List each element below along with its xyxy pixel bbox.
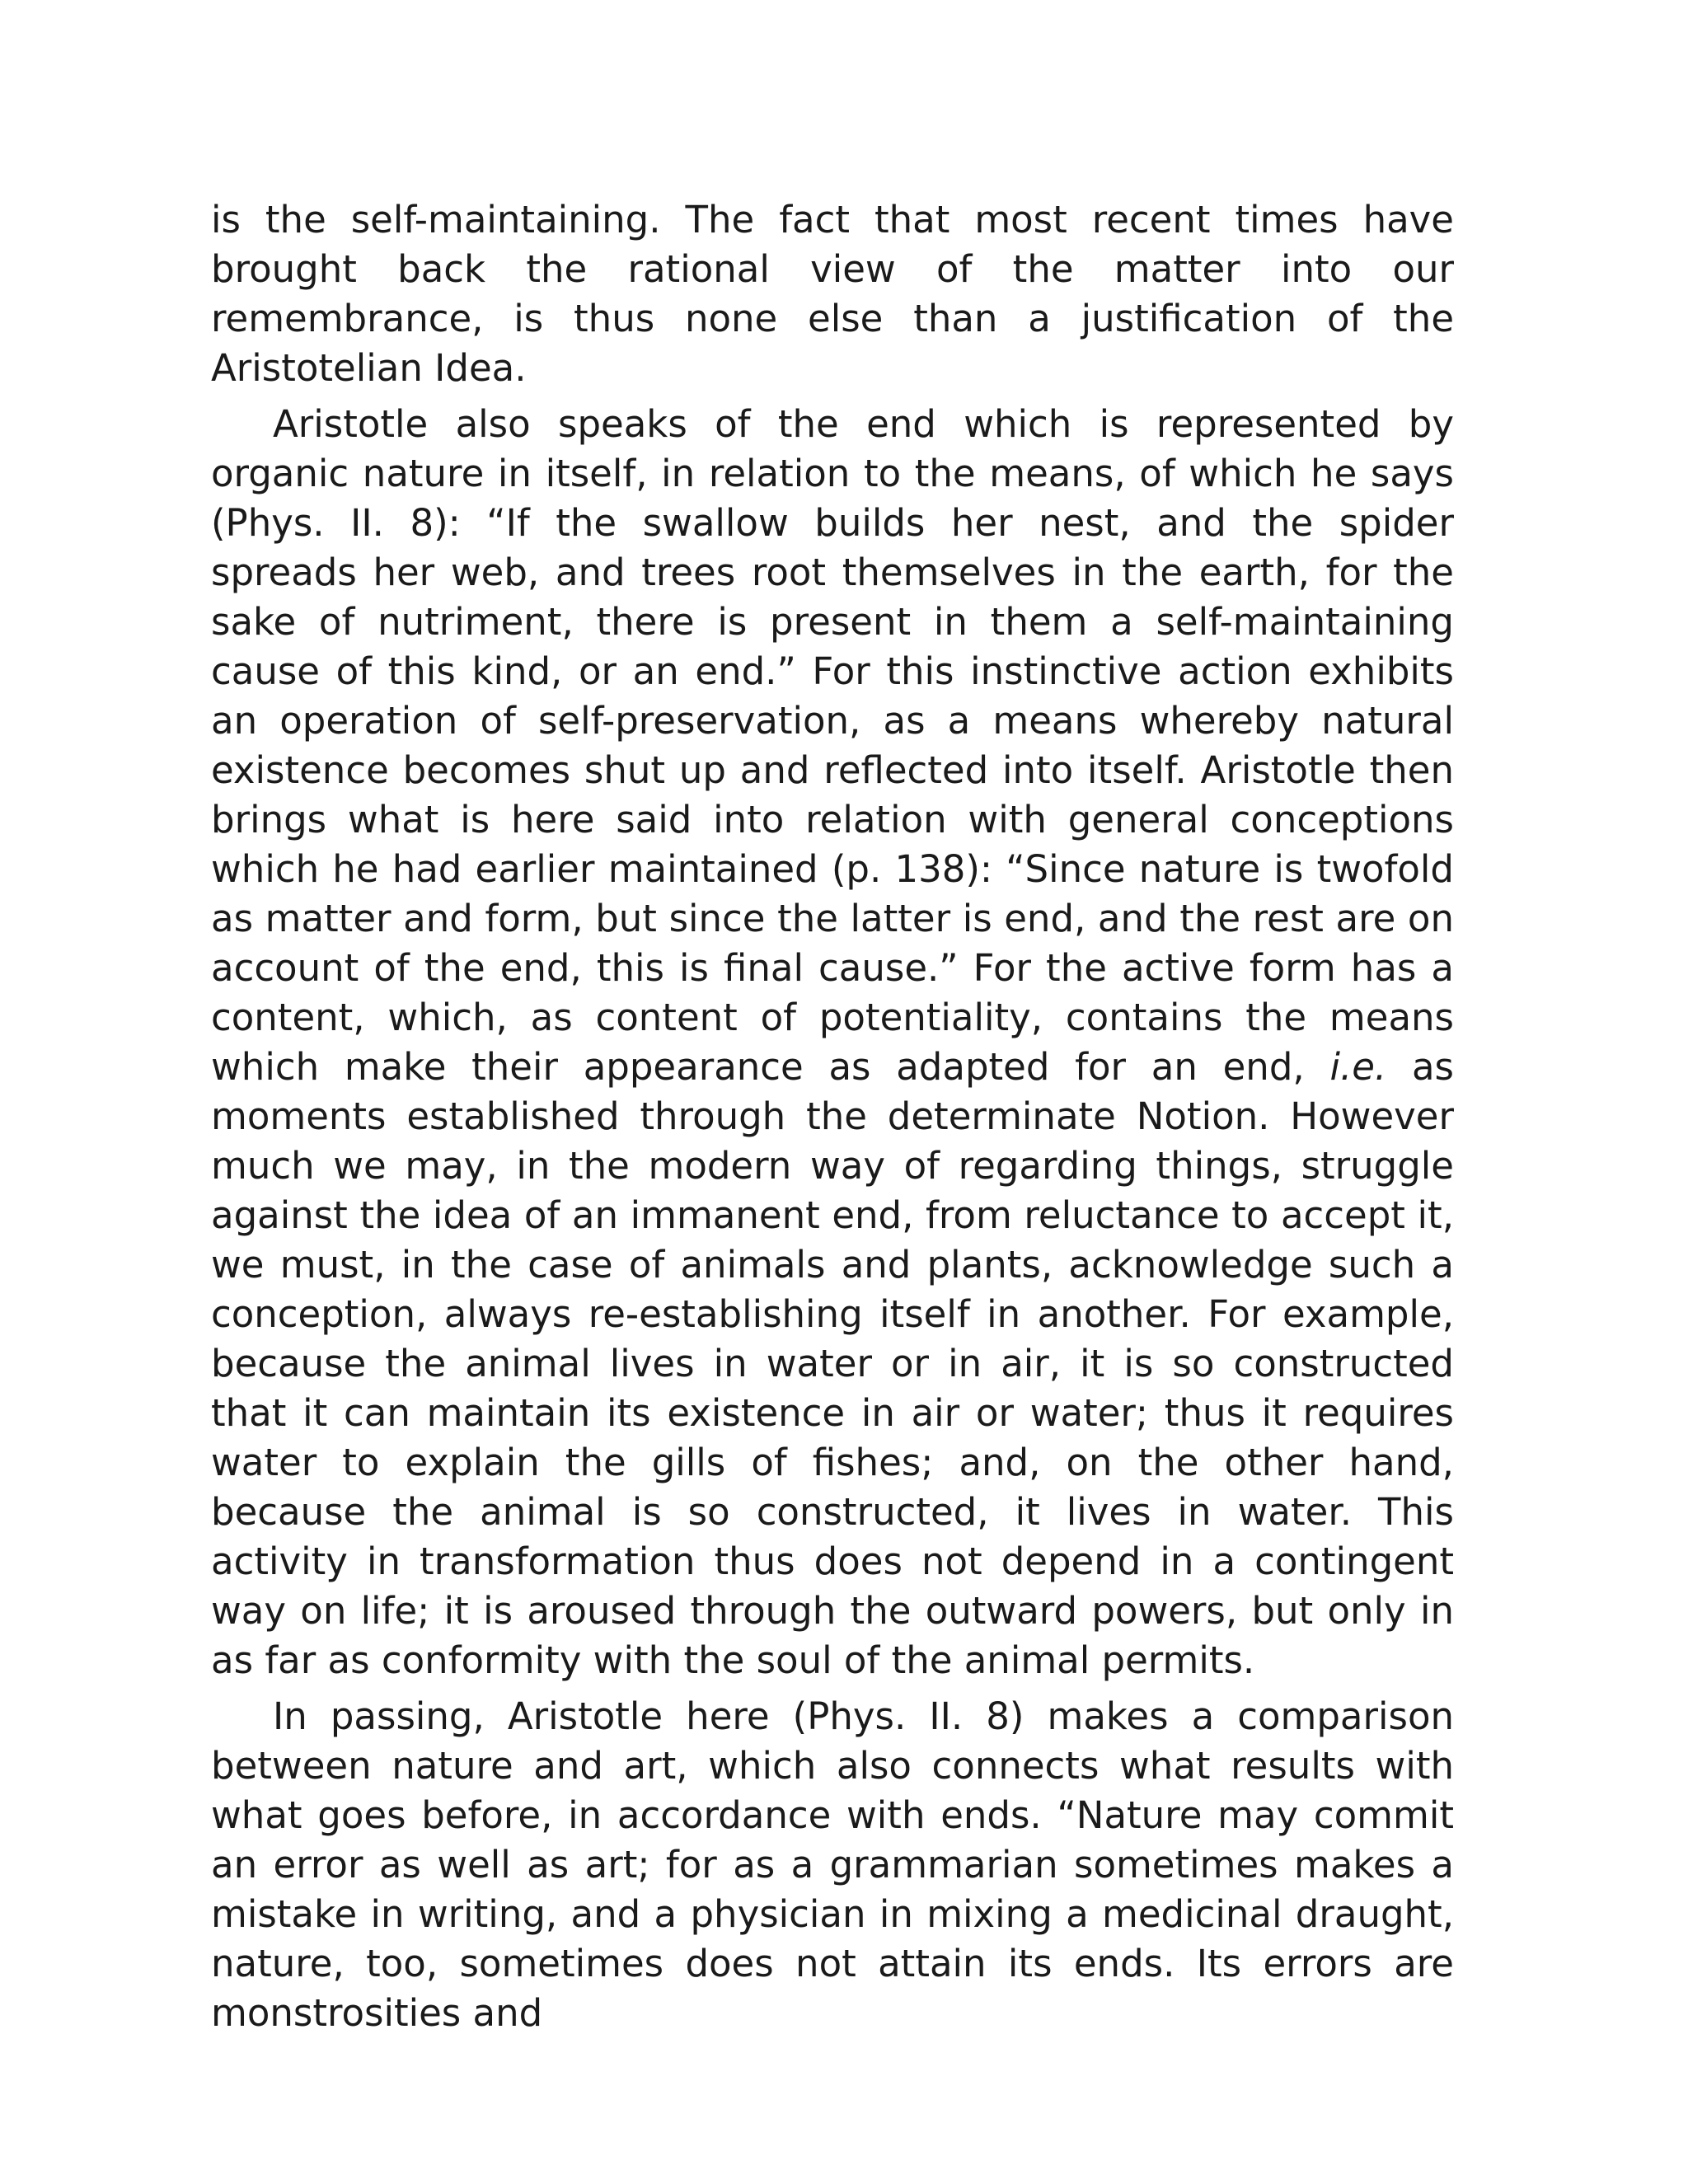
paragraph-3 (211, 1692, 1454, 2038)
paragraph-1 (211, 195, 1454, 393)
paragraph-2 (211, 400, 1454, 1685)
paragraph-2-text-b: as moments established through the determinate Notion. However much we may, in the modern way of regarding things, struggle against the idea of an immanent end, from reluctance to accept it, we must, in the case of animals and plants, acknowledge such a conception, always re-establishing itself in another. For example, because the animal lives in water or in air, it is so constructed that it can maintain its existence in air or water; thus it requires water to explain the gills of fishes; and, on the other hand, because the animal is so constructed, it lives in water. This activity in transformation thus does not depend in a contingent way on life; it is aroused through the outward powers, but only in as far as conformity with the soul of the animal permits. (211, 1045, 1454, 1682)
paragraph-1-text: is the self-maintaining. The fact that most recent times have brought back the rational view of the matter into our remembrance, is thus none else than a justification of the Aristotelian Idea. (211, 198, 1454, 390)
paragraph-3-text: In passing, Aristotle here (Phys. II. 8) makes a comparison between nature and art, which also connects what results with what goes before, in accordance with ends. “Nature may commit an error as well as art; for as a grammarian sometimes makes a mistake in writing, and a physician in mixing a medicinal draught, nature, too, sometimes does not attain its ends. Its errors are monstrosities and (211, 1694, 1454, 2035)
document-page (211, 195, 1454, 2045)
paragraph-2-text-a: Aristotle also speaks of the end which is represented by organic nature in itself, in relation to the means, of which he says (Phys. II. 8): “If the swallow builds her nest, and the spider spreads her web, and trees root themselves in the earth, for the sake of nutriment, there is present in them a self-maintaining cause of this kind, or an end.” For this instinctive action exhibits an operation of self-preservation, as a means whereby natural existence becomes shut up and reflected into itself. Aristotle then brings what is here said into relation with general conceptions which he had earlier maintained (p. 138): “Since nature is twofold as matter and form, but since the latter is end, and the rest are on account of the end, this is final cause.” For the active form has a content, which, as content of potentiality, contains the means which make their appearance as adapted for an end, (211, 402, 1454, 1089)
paragraph-2-italic-ie: i.e. (1329, 1045, 1387, 1089)
